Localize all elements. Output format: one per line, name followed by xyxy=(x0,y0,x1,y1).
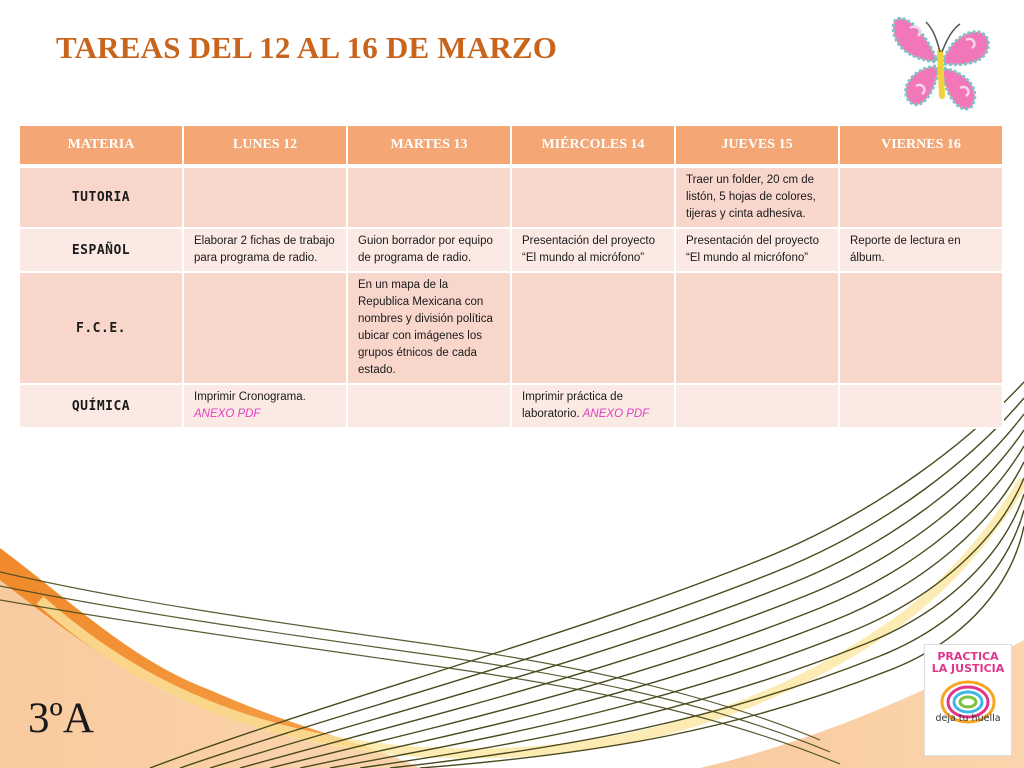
logo-line-1: PRACTICA xyxy=(937,650,999,663)
task-cell xyxy=(184,168,348,229)
task-cell xyxy=(348,168,512,229)
schedule-table xyxy=(20,126,1004,429)
table-row xyxy=(20,168,1004,229)
task-cell xyxy=(184,273,348,385)
task-cell xyxy=(840,168,1004,229)
subject-cell: F.C.E. xyxy=(20,273,184,385)
page-title: TAREAS DEL 12 AL 16 DE MARZO xyxy=(56,30,558,65)
column-header: MIÉRCOLES 14 xyxy=(512,126,676,168)
anexo-pdf-link[interactable]: ANEXO PDF xyxy=(194,408,261,420)
logo-text xyxy=(925,651,1011,675)
task-cell: Guion borrador por equipo de programa de radio. xyxy=(348,229,512,273)
task-cell xyxy=(512,385,676,429)
task-cell xyxy=(676,273,840,385)
column-header: MARTES 13 xyxy=(348,126,512,168)
task-cell: Reporte de lectura en álbum. xyxy=(840,229,1004,273)
table-row xyxy=(20,229,1004,273)
table-row xyxy=(20,273,1004,385)
task-cell: Elaborar 2 fichas de trabajo para programa de radio. xyxy=(184,229,348,273)
task-cell xyxy=(676,385,840,429)
task-cell xyxy=(348,385,512,429)
column-header: VIERNES 16 xyxy=(840,126,1004,168)
group-label: 3ºA xyxy=(28,695,94,742)
butterfly-icon xyxy=(888,6,996,118)
subject-cell: TUTORIA xyxy=(20,168,184,229)
task-cell xyxy=(512,168,676,229)
task-cell: Traer un folder, 20 cm de listón, 5 hojas de colores, tijeras y cinta adhesiva. xyxy=(676,168,840,229)
subject-cell: ESPAÑOL xyxy=(20,229,184,273)
subject-cell: QUÍMICA xyxy=(20,385,184,429)
task-text: Imprimir práctica de laboratorio. xyxy=(522,391,623,420)
table-header-row xyxy=(20,126,1004,168)
task-cell xyxy=(840,273,1004,385)
logo-line-2: LA JUSTICIA xyxy=(931,662,1005,675)
column-header: JUEVES 15 xyxy=(676,126,840,168)
table-row xyxy=(20,385,1004,429)
task-cell: En un mapa de la Republica Mexicana con nombres y división política ubicar con imágenes los grupos étnicos de cada estado. xyxy=(348,273,512,385)
column-header: LUNES 12 xyxy=(184,126,348,168)
task-cell xyxy=(512,273,676,385)
practica-la-justicia-logo xyxy=(924,644,1012,756)
task-text: Imprimir Cronograma. xyxy=(194,391,306,403)
task-cell: Presentación del proyecto “El mundo al micrófono” xyxy=(676,229,840,273)
task-cell xyxy=(184,385,348,429)
task-cell: Presentación del proyecto “El mundo al micrófono” xyxy=(512,229,676,273)
anexo-pdf-link[interactable]: ANEXO PDF xyxy=(582,408,650,420)
column-header: MATERIA xyxy=(20,126,184,168)
task-cell xyxy=(840,385,1004,429)
logo-tagline: deja tu huella xyxy=(935,713,1001,724)
